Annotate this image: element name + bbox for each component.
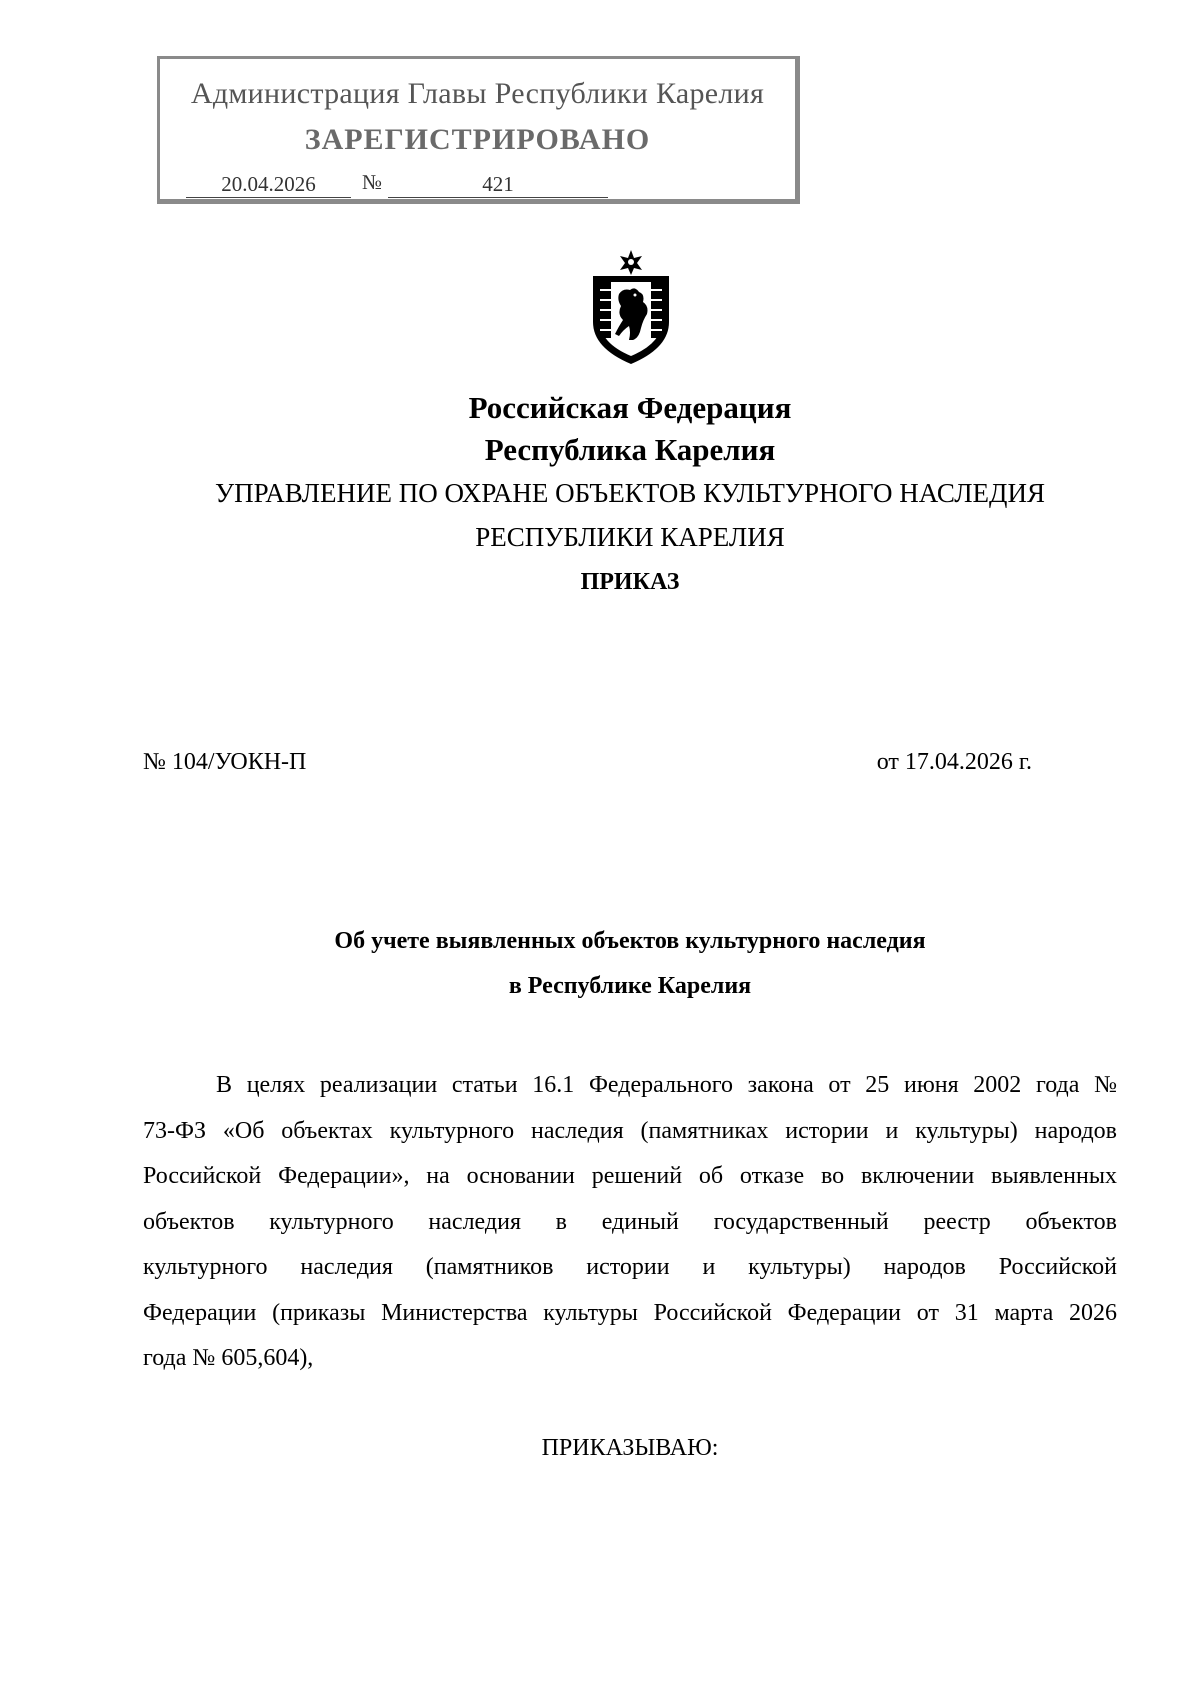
body-line: года № 605,604), [143,1345,314,1371]
subject-line-2: в Республике Карелия [508,973,752,999]
body-line: объектов культурного наследия в единый государственный реестр объектов [143,1208,1117,1235]
order-date: от 17.04.2026 г. [876,749,1032,775]
header-agency-line1: УПРАВЛЕНИЕ ПО ОХРАНЕ ОБЪЕКТОВ КУЛЬТУРНОГО НАСЛЕДИЯ [215,478,1045,508]
karelia-coat-of-arms-icon [583,248,679,366]
body-line: 73-ФЗ «Об объектах культурного наследия (памятниках истории и культуры) народов [143,1117,1117,1144]
stamp-number: 421 [388,171,608,198]
body-line: Российской Федерации», на основании решений об отказе во включении выявленных [143,1163,1117,1189]
body-line: В целях реализации статьи 16.1 Федерального закона от 25 июня 2002 года № [216,1072,1117,1098]
subject-line-1: Об учете выявленных объектов культурного наследия [334,928,926,954]
stamp-date: 20.04.2026 [186,171,351,198]
stamp-status: ЗАРЕГИСТРИРОВАНО [304,123,651,156]
decree-word: ПРИКАЗЫВАЮ: [541,1435,719,1461]
order-number: № 104/УОКН-П [143,749,307,775]
header-agency-line2: РЕСПУБЛИКИ КАРЕЛИЯ [475,522,785,552]
document-type: ПРИКАЗ [580,569,680,595]
body-line: Федерации (приказы Министерства культуры Российской Федерации от 31 марта 2026 [143,1299,1117,1326]
stamp-organization: Администрация Главы Республики Карелия [190,77,765,110]
body-paragraph [143,1063,1117,1382]
stamp-number-label: № [362,170,383,194]
header-region: Республика Карелия [484,432,776,467]
body-line: культурного наследия (памятников истории и культуры) народов Российской [143,1254,1117,1280]
header-country: Российская Федерация [468,390,792,425]
registration-stamp [157,56,800,204]
